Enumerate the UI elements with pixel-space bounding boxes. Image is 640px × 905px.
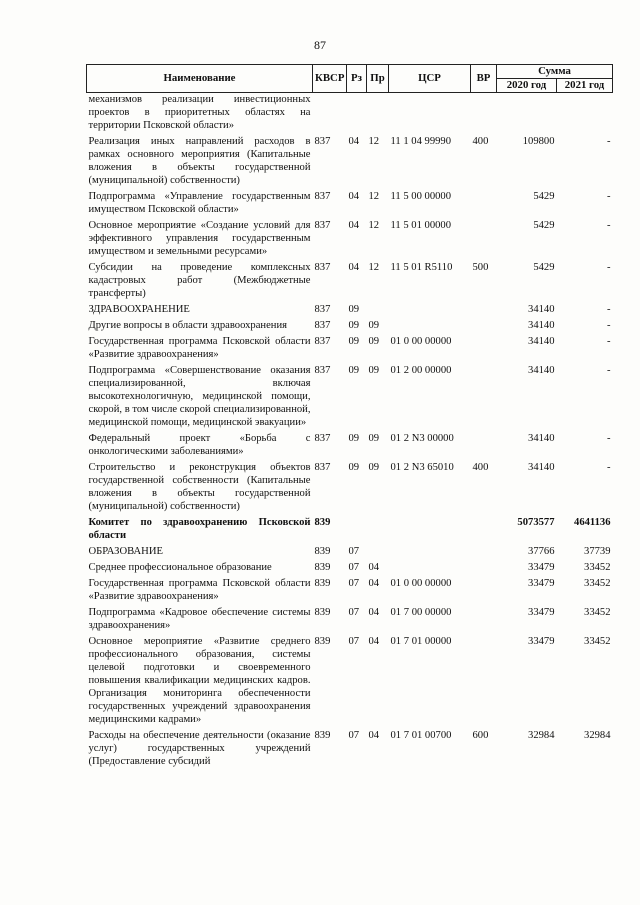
row-pr: 09 [368, 433, 380, 444]
row-pr: 09 [368, 320, 380, 331]
table-row [87, 574, 613, 603]
table-row [87, 513, 613, 542]
row-vr [471, 558, 497, 574]
row-kvsr: 839 [314, 636, 331, 647]
row-vr [471, 216, 497, 258]
row-csr [389, 300, 471, 316]
row-name: Расходы на обеспечение деятельности (оказание услуг) государственных учреждений (Предоставление субсидий [88, 730, 311, 767]
row-csr: 01 0 00 00000 [390, 578, 452, 589]
row-vr [471, 632, 497, 726]
row-name: механизмов реализации инвестиционных проектов в приоритетных областях на территории Псковской области» [88, 94, 311, 131]
header-sum: Сумма [497, 65, 613, 79]
row-csr: 01 7 00 00000 [390, 607, 452, 618]
row-vr [471, 513, 497, 542]
row-sum-2020 [497, 93, 557, 133]
row-vr [471, 187, 497, 216]
row-rz: 04 [348, 262, 360, 273]
row-name: Основное мероприятие «Создание условий для эффективного управления государственным имуществом и земельными ресурсами» [88, 220, 311, 257]
row-csr: 01 0 00 00000 [390, 336, 452, 347]
row-csr [389, 558, 471, 574]
row-rz [347, 513, 367, 542]
row-rz: 07 [348, 607, 360, 618]
row-vr [471, 332, 497, 361]
table-row [87, 429, 613, 458]
row-name: ЗДРАВООХРАНЕНИЕ [88, 304, 190, 315]
row-csr: 01 2 N3 65010 [390, 462, 454, 473]
row-sum-2020: 37766 [528, 546, 555, 557]
table-body [87, 93, 613, 769]
row-vr [471, 300, 497, 316]
table-row [87, 332, 613, 361]
row-sum-2020: 5429 [533, 220, 555, 231]
row-rz: 04 [348, 136, 360, 147]
row-sum-2020: 32984 [528, 730, 555, 741]
row-rz: 04 [348, 191, 360, 202]
row-sum-2020: 34140 [528, 462, 555, 473]
row-kvsr [313, 93, 347, 133]
header-name: Наименование [87, 65, 313, 93]
row-sum-2021: - [606, 220, 611, 231]
table-row [87, 458, 613, 513]
row-name: Федеральный проект «Борьба с онкологическими заболеваниями» [88, 433, 311, 457]
row-vr [471, 316, 497, 332]
row-csr [389, 93, 471, 133]
row-pr: 09 [368, 365, 380, 376]
row-name: Среднее профессиональное образование [88, 562, 272, 573]
header-year-2021: 2021 год [557, 79, 613, 93]
row-pr [367, 93, 389, 133]
row-kvsr: 839 [314, 546, 331, 557]
row-pr: 04 [368, 730, 380, 741]
table-row [87, 603, 613, 632]
row-sum-2021: 37739 [584, 546, 611, 557]
row-pr [367, 542, 389, 558]
row-sum-2021: - [606, 365, 611, 376]
row-kvsr: 837 [314, 433, 331, 444]
row-csr [389, 513, 471, 542]
table-row [87, 187, 613, 216]
row-kvsr: 837 [314, 304, 331, 315]
row-sum-2020: 33479 [528, 562, 555, 573]
row-kvsr: 837 [314, 320, 331, 331]
row-sum-2021 [557, 93, 613, 133]
table-row [87, 216, 613, 258]
table-row [87, 132, 613, 187]
row-sum-2020: 109800 [522, 136, 555, 147]
row-vr [471, 361, 497, 429]
row-sum-2021: 33452 [584, 562, 611, 573]
row-pr: 04 [368, 562, 380, 573]
table-row [87, 258, 613, 300]
row-rz: 07 [348, 578, 360, 589]
page-number: 87 [314, 38, 326, 52]
row-sum-2020: 5073577 [517, 517, 555, 528]
table-row [87, 316, 613, 332]
row-rz: 04 [348, 220, 360, 231]
table-row [87, 632, 613, 726]
row-pr: 12 [368, 220, 380, 231]
row-rz: 07 [348, 636, 360, 647]
header-rz: Рз [347, 65, 367, 93]
row-sum-2020: 34140 [528, 365, 555, 376]
header-year-2020: 2020 год [497, 79, 557, 93]
row-kvsr: 839 [314, 562, 331, 573]
row-sum-2020: 34140 [528, 433, 555, 444]
table-row [87, 300, 613, 316]
row-kvsr: 839 [314, 578, 331, 589]
row-name: Основное мероприятие «Развитие среднего профессионального образования, системы целевой подготовки и своевременного повышения квалификации медицинских кадров. Организация мониторинга обеспеченности государственных учреждений здравоохранения медицинскими кадрами» [88, 636, 311, 725]
table-row [87, 558, 613, 574]
table-row [87, 361, 613, 429]
row-sum-2020: 34140 [528, 304, 555, 315]
row-csr: 11 5 01 00000 [390, 220, 452, 231]
row-kvsr: 837 [314, 191, 331, 202]
row-pr: 12 [368, 136, 380, 147]
row-name: Подпрограмма «Управление государственным имуществом Псковской области» [88, 191, 311, 215]
row-sum-2020: 33479 [528, 607, 555, 618]
row-rz: 09 [348, 304, 360, 315]
row-name: Подпрограмма «Кадровое обеспечение системы здравоохранения» [88, 607, 311, 631]
row-csr: 01 2 00 00000 [390, 365, 452, 376]
row-sum-2021: 33452 [584, 578, 611, 589]
row-vr [471, 603, 497, 632]
row-vr: 400 [472, 136, 489, 147]
row-kvsr: 839 [314, 517, 331, 528]
row-pr: 09 [368, 336, 380, 347]
row-rz: 09 [348, 433, 360, 444]
row-kvsr: 837 [314, 220, 331, 231]
row-pr: 12 [368, 191, 380, 202]
row-kvsr: 839 [314, 730, 331, 741]
row-name: Подпрограмма «Совершенствование оказания специализированной, включая высокотехнологичную, медицинской помощи, скорой, в том числе скорой специализированной, медицинской помощи, медицинской эвакуации» [88, 365, 311, 428]
header-csr: ЦСР [389, 65, 471, 93]
row-csr: 01 7 01 00700 [390, 730, 452, 741]
row-sum-2021: - [606, 262, 611, 273]
row-kvsr: 837 [314, 336, 331, 347]
row-sum-2021: - [606, 462, 611, 473]
row-sum-2021: - [606, 304, 611, 315]
row-name: Реализация иных направлений расходов в рамках основного мероприятия (Капитальные вложения в объекты государственной (муниципальной) собственности) [88, 136, 311, 186]
table-row [87, 93, 613, 133]
header-vr: ВР [471, 65, 497, 93]
budget-table [86, 64, 613, 768]
row-pr: 04 [368, 636, 380, 647]
row-rz: 07 [348, 730, 360, 741]
row-rz: 09 [348, 336, 360, 347]
header-kvsr: КВСР [313, 65, 347, 93]
row-sum-2021: 32984 [584, 730, 611, 741]
row-csr [389, 542, 471, 558]
row-rz: 09 [348, 365, 360, 376]
row-kvsr: 837 [314, 262, 331, 273]
row-kvsr: 837 [314, 136, 331, 147]
row-rz: 07 [348, 562, 360, 573]
row-sum-2021: - [606, 320, 611, 331]
row-sum-2020: 33479 [528, 636, 555, 647]
row-csr: 11 5 00 00000 [390, 191, 452, 202]
row-sum-2021: - [606, 433, 611, 444]
row-sum-2021: - [606, 136, 611, 147]
row-pr: 04 [368, 578, 380, 589]
table-row [87, 726, 613, 768]
row-sum-2021: 4641136 [574, 517, 611, 528]
row-vr [471, 93, 497, 133]
row-sum-2021: - [606, 191, 611, 202]
row-sum-2021: - [606, 336, 611, 347]
row-vr [471, 574, 497, 603]
row-name: ОБРАЗОВАНИЕ [88, 546, 163, 557]
row-rz [347, 93, 367, 133]
row-rz: 09 [348, 462, 360, 473]
row-sum-2020: 5429 [533, 262, 555, 273]
row-vr [471, 429, 497, 458]
row-sum-2020: 5429 [533, 191, 555, 202]
row-csr: 01 7 01 00000 [390, 636, 452, 647]
row-sum-2020: 33479 [528, 578, 555, 589]
row-csr: 11 1 04 99990 [390, 136, 452, 147]
row-pr [367, 513, 389, 542]
row-pr: 09 [368, 462, 380, 473]
row-csr: 01 2 N3 00000 [390, 433, 454, 444]
row-name: Государственная программа Псковской области «Развитие здравоохранения» [88, 578, 311, 602]
row-pr: 04 [368, 607, 380, 618]
row-kvsr: 837 [314, 462, 331, 473]
row-kvsr: 839 [314, 607, 331, 618]
row-vr: 500 [472, 262, 489, 273]
row-name: Другие вопросы в области здравоохранения [88, 320, 287, 331]
row-sum-2021: 33452 [584, 636, 611, 647]
row-name: Государственная программа Псковской области «Развитие здравоохранения» [88, 336, 311, 360]
row-sum-2020: 34140 [528, 336, 555, 347]
row-pr [367, 300, 389, 316]
row-name: Строительство и реконструкция объектов государственной собственности (Капитальные вложения в объекты государственной (муниципальной) собственности) [88, 462, 311, 512]
header-pr: Пр [367, 65, 389, 93]
row-rz: 09 [348, 320, 360, 331]
row-rz: 07 [348, 546, 360, 557]
row-vr [471, 542, 497, 558]
row-name: Субсидии на проведение комплексных кадастровых работ (Межбюджетные трансферты) [88, 262, 311, 299]
row-name: Комитет по здравоохранению Псковской области [88, 517, 311, 541]
row-sum-2020: 34140 [528, 320, 555, 331]
row-csr: 11 5 01 R5110 [390, 262, 453, 273]
row-pr: 12 [368, 262, 380, 273]
row-vr: 600 [472, 730, 489, 741]
row-kvsr: 837 [314, 365, 331, 376]
row-sum-2021: 33452 [584, 607, 611, 618]
table-row [87, 542, 613, 558]
row-csr [389, 316, 471, 332]
row-vr: 400 [472, 462, 489, 473]
